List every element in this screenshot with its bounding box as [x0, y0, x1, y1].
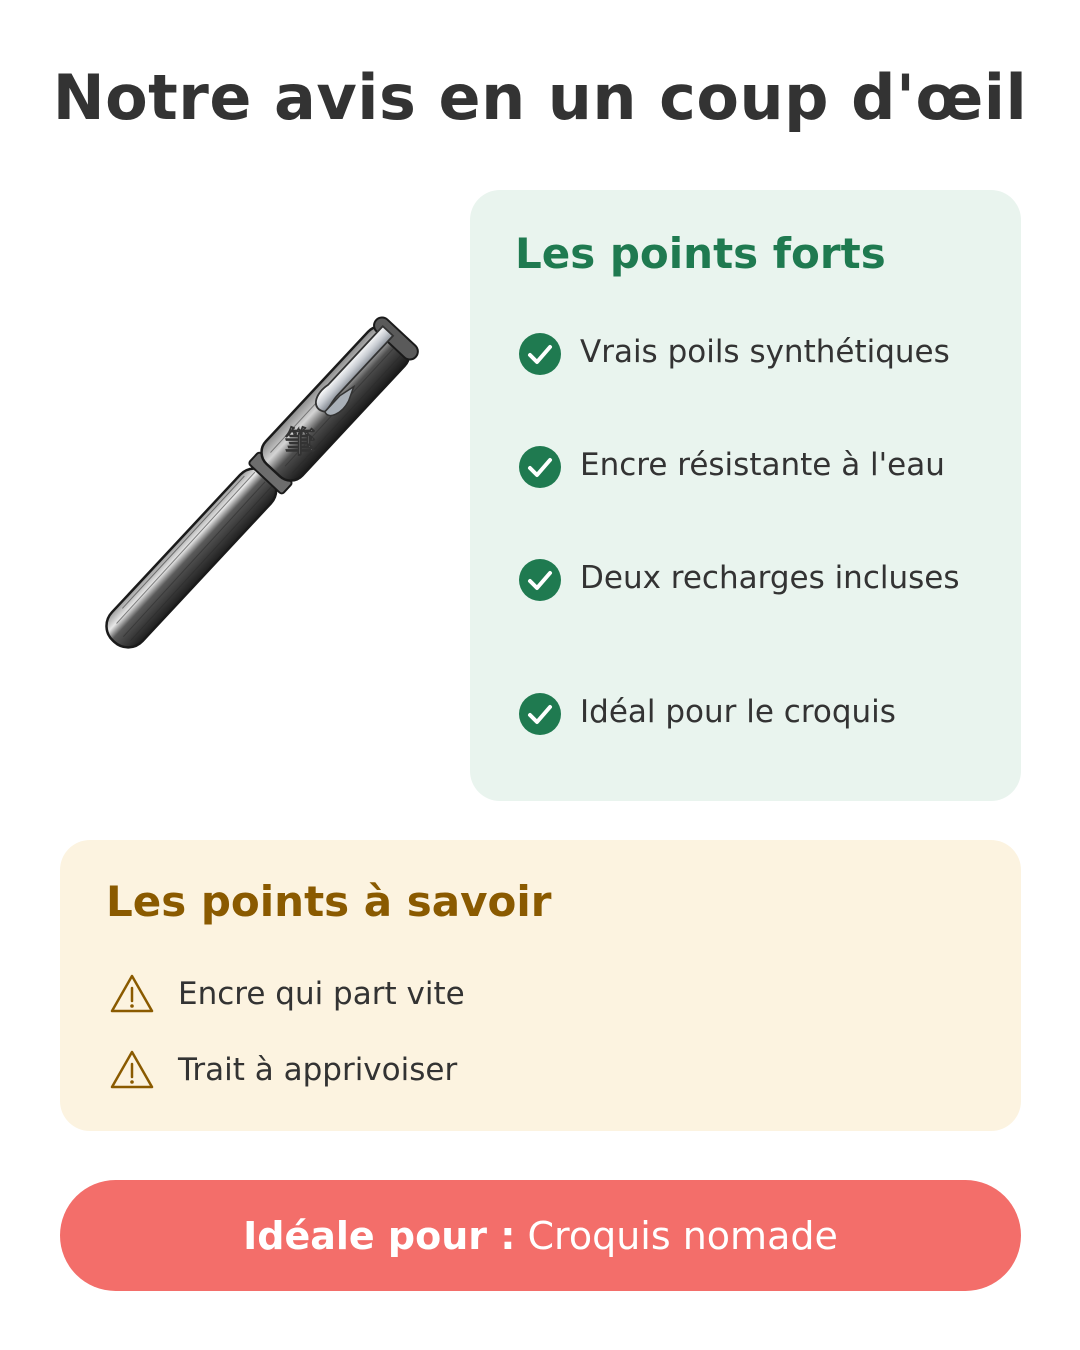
- ideal-value: Croquis nomade: [527, 1213, 838, 1258]
- check-circle-icon: [518, 558, 562, 602]
- cons-card: [60, 840, 1021, 1131]
- strength-label: Vrais poils synthétiques: [580, 334, 950, 370]
- page-title: Notre avis en un coup d'œil: [52, 61, 1028, 134]
- product-image: [45, 280, 455, 710]
- warning-icon: [110, 974, 154, 1014]
- strengths-card: [470, 190, 1021, 801]
- con-label: Encre qui part vite: [178, 976, 465, 1012]
- con-item: [110, 1050, 960, 1094]
- strength-label: Encre résistante à l'eau: [580, 447, 945, 483]
- emblem-glyph: 筆: [285, 425, 316, 461]
- con-label: Trait à apprivoiser: [178, 1052, 458, 1088]
- check-circle-icon: [518, 692, 562, 736]
- strength-label: Idéal pour le croquis: [580, 694, 896, 730]
- strengths-title: Les points forts: [515, 229, 886, 278]
- warning-icon: [110, 1050, 154, 1090]
- ideal-spacer: [515, 1212, 527, 1260]
- check-circle-icon: [518, 445, 562, 489]
- check-circle-icon: [518, 332, 562, 376]
- ideal-label: Idéale pour :: [243, 1213, 516, 1258]
- cons-title: Les points à savoir: [106, 877, 552, 926]
- ideal-banner: [60, 1180, 1021, 1291]
- con-item: [110, 974, 960, 1018]
- strength-label: Deux recharges incluses: [580, 560, 960, 596]
